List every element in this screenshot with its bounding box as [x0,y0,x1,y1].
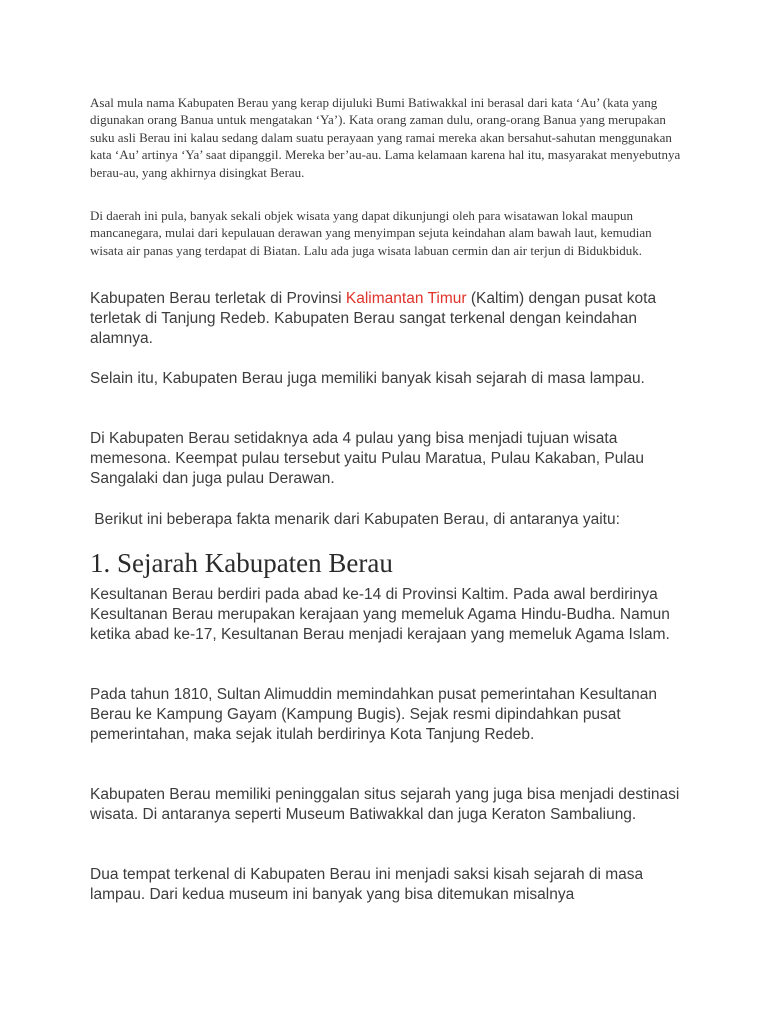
location-text-start: Kabupaten Berau terletak di Provinsi [90,290,346,307]
location-text-end: (Kaltim) dengan pusat kota terletak di Tanjung Redeb. Kabupaten Berau sangat terkenal dengan keindahan alamnya. [90,290,657,347]
section-paragraph-1: Kesultanan Berau berdiri pada abad ke-14 di Provinsi Kaltim. Pada awal berdirinya Kesultanan Berau merupakan kerajaan yang memeluk Agama Hindu-Budha. Namun ketika abad ke-17, Kesultanan Berau menjadi kerajaan yang memeluk Agama Islam. [90,586,670,643]
section-paragraph-2: Pada tahun 1810, Sultan Alimuddin memindahkan pusat pemerintahan Kesultanan Berau ke Kampung Gayam (Kampung Bugis). Sejak resmi dipindahkan pusat pemerintahan, maka sejak itulah berdirinya Kota Tanjung Redeb. [90,686,658,743]
history-paragraph: Selain itu, Kabupaten Berau juga memiliki banyak kisah sejarah di masa lampau. [90,370,645,387]
section-heading: 1. Sejarah Kabupaten Berau [90,548,393,578]
section-paragraph-4: Dua tempat terkenal di Kabupaten Berau ini menjadi saksi kisah sejarah di masa lampau. Dari kedua museum ini banyak yang bisa ditemukan misalnya [90,866,644,903]
facts-intro-paragraph: Berikut ini beberapa fakta menarik dari Kabupaten Berau, di antaranya yaitu: [90,511,620,528]
islands-paragraph: Di Kabupaten Berau setidaknya ada 4 pulau yang bisa menjadi tujuan wisata memesona. Keempat pulau tersebut yaitu Pulau Maratua, Pulau Kakaban, Pulau Sangalaki dan juga pulau Derawan. [90,430,645,487]
kalimantan-timur-link[interactable]: Kalimantan Timur [345,290,467,307]
location-paragraph [90,289,680,349]
section-paragraph-3: Kabupaten Berau memiliki peninggalan situs sejarah yang juga bisa menjadi destinasi wisata. Di antaranya seperti Museum Batiwakkal dan juga Keraton Sambaliung. [90,786,680,823]
intro-paragraph-2: Di daerah ini pula, banyak sekali objek wisata yang dapat dikunjungi oleh para wisatawan lokal maupun mancanegara, mulai dari kepulauan derawan yang menyimpan sejuta keindahan alam bawah laut, kemudian wisata air panas yang terdapat di Biatan. Lalu ada juga wisata labuan cermin dan air terjun di Bidukbiduk. [90,208,652,258]
intro-paragraph-1: Asal mula nama Kabupaten Berau yang kerap dijuluki Bumi Batiwakkal ini berasal dari kata ‘Au’ (kata yang digunakan orang Banua untuk mengatakan ‘Ya’). Kata orang zaman dulu, orang-orang Banua yang merupakan suku asli Berau ini kalau sedang dalam suatu perayaan yang ramai mereka akan bersahut-sahutan menggunakan kata ‘Au’ artinya ‘Ya’ saat dipanggil. Mereka ber’au-au. Lama kelamaan karena hal itu, masyarakat menyebutnya berau-au, yang akhirnya disingkat Berau. [90,95,681,180]
